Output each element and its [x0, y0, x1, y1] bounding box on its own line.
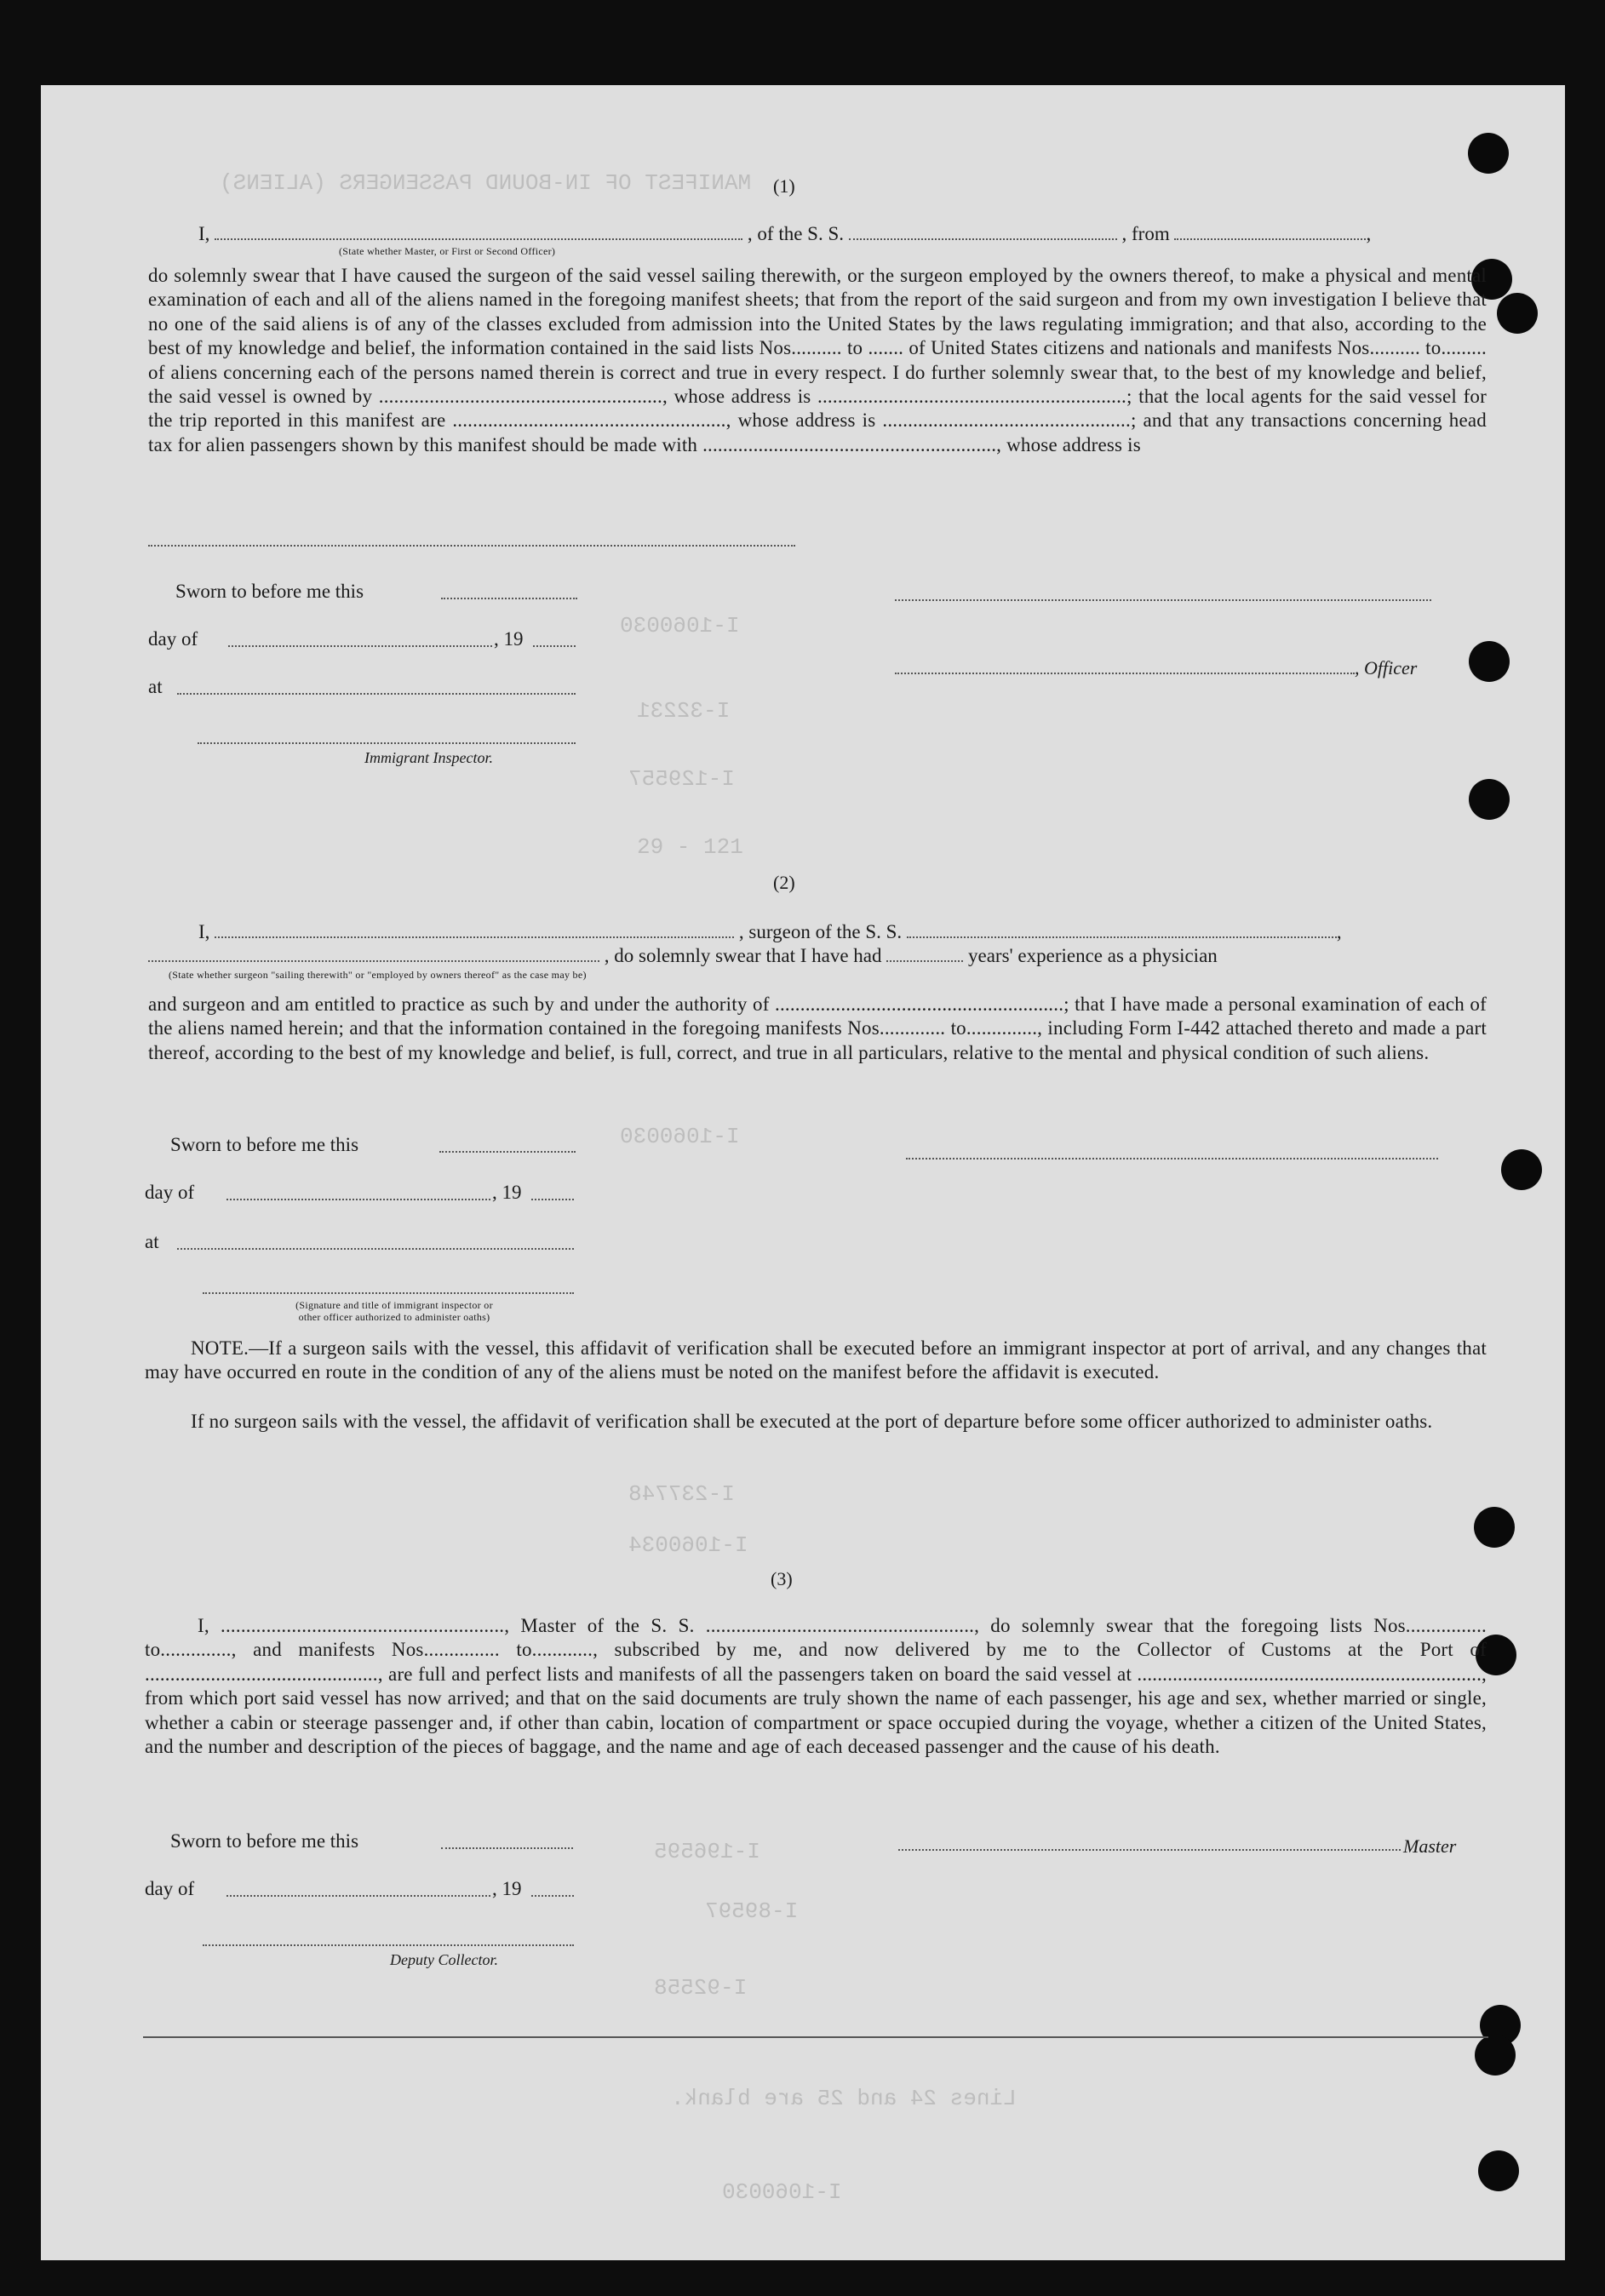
at-field[interactable]	[177, 1248, 574, 1250]
year-label: , 19	[492, 1878, 522, 1899]
section-number: (3)	[771, 1568, 793, 1589]
ghost-code: I-237748	[628, 1481, 735, 1507]
ghost-code: I-1060030	[620, 1124, 740, 1149]
day-of-field[interactable]	[226, 1895, 490, 1897]
head-tax-address-field[interactable]	[148, 545, 795, 547]
label-surgeon-of: , surgeon of the S. S.	[738, 921, 903, 942]
label-years: years' experience as a physician	[968, 945, 1218, 966]
year-field[interactable]	[531, 1895, 574, 1897]
officer-label: , Officer	[1355, 657, 1418, 678]
manifest-page	[41, 85, 1565, 2260]
punch-hole-4	[1469, 641, 1510, 682]
label-swear: , do solemnly swear that I have had	[604, 945, 882, 966]
day-of-label: day of	[145, 1182, 195, 1203]
vessel-name-field[interactable]	[849, 223, 1117, 240]
label-comma: ,	[1336, 921, 1342, 942]
section-number: (2)	[773, 872, 795, 893]
day-of-label: day of	[145, 1878, 195, 1899]
day-of-field[interactable]	[226, 1199, 490, 1200]
signature-note	[220, 1299, 569, 1323]
master-signature-field[interactable]	[898, 1849, 1401, 1851]
state-note: (State whether Master, or First or Second Officer)	[339, 245, 556, 257]
label-of-ss: , of the S. S.	[747, 223, 845, 244]
note-paragraph: If no surgeon sails with the vessel, the affidavit of verification shall be executed at the port of departure before some officer authorized to administer oaths.	[191, 1411, 1433, 1432]
punch-hole-3	[1497, 293, 1538, 334]
at-label: at	[148, 676, 163, 697]
officer-title-field[interactable]	[895, 673, 1355, 674]
punch-hole-1	[1468, 133, 1509, 174]
ghost-code: 29 - 121	[637, 834, 743, 860]
inspector-signature-field[interactable]	[203, 1292, 574, 1294]
signature-note-line: (Signature and title of immigrant inspector or	[295, 1299, 493, 1311]
sworn-date-field[interactable]	[439, 1151, 576, 1153]
ghost-header: MANIFEST OF IN-BOUND PASSENGERS (ALIENS)	[220, 170, 752, 196]
at-field[interactable]	[177, 693, 576, 695]
punch-hole-6	[1501, 1149, 1542, 1190]
year-field[interactable]	[533, 645, 576, 647]
officer-name-field[interactable]	[215, 223, 742, 240]
note-paragraph: NOTE.—If a surgeon sails with the vessel, this affidavit of verification shall be executed before an immigrant inspector at port of arrival, and any changes that may have occurred en route in the condition of any of the aliens must be noted on the manifest before the affidavit is executed.	[145, 1337, 1487, 1383]
ghost-footer: I-1060030	[722, 2179, 842, 2205]
from-port-field[interactable]	[1174, 223, 1366, 240]
ghost-code: I-196595	[654, 1839, 760, 1864]
master-label: Master	[1403, 1835, 1457, 1857]
collector-signature-field[interactable]	[203, 1944, 574, 1946]
bottom-rule	[143, 2036, 1488, 2038]
punch-hole-5	[1469, 779, 1510, 820]
ghost-code: I-89597	[705, 1898, 799, 1924]
surgeon-status-field[interactable]	[148, 945, 599, 962]
label-i: I,	[198, 223, 210, 244]
ghost-code: I-32231	[637, 698, 731, 724]
section2-body: and surgeon and am entitled to practice as such by and under the authority of .........................................................; that I have made a personal examination of each of the aliens named herein; and that the information contained in the foregoing manifests Nos............. to.............., including Form I-442 attached thereto and made a part thereof, according to the best of my knowledge and belief, is full, correct, and true in all particulars, relative to the mental and physical condition of such aliens.	[148, 993, 1487, 1063]
section2-first-line	[198, 921, 1484, 943]
surgeon-vessel-field[interactable]	[907, 921, 1337, 938]
punch-hole-7	[1474, 1507, 1515, 1548]
ghost-footer: Lines 24 and 25 are blank.	[671, 2086, 1017, 2111]
collector-label: Deputy Collector.	[390, 1951, 498, 1968]
surgeon-state-note: (State whether surgeon "sailing therewith" or "employed by owners thereof" as the case may be)	[169, 969, 587, 981]
year-field[interactable]	[531, 1199, 574, 1200]
label-comma: ,	[1366, 223, 1372, 244]
inspector-label: Immigrant Inspector.	[364, 749, 493, 766]
sworn-date-field[interactable]	[441, 598, 577, 599]
inspector-signature-field[interactable]	[198, 742, 576, 744]
year-label: , 19	[492, 1182, 522, 1203]
signature-note-line: other officer authorized to administer oaths)	[298, 1311, 490, 1323]
years-experience-field[interactable]	[886, 945, 963, 962]
section3-body: I, ........................................................, Master of the S. S. ....................................................., do solemnly swear that the foregoing lists Nos................ to.............., and manifests Nos............... to............, subscribed by me, and now delivered by me to the Collector of Customs at the Port of .............................................., are full and perfect lists and manifests of all the passengers taken on board the said vessel at ...................................................................., from which port said vessel has now arrived; and that on the said documents are truly shown the name of each passenger, his age and sex, whether married or single, whether a cabin or steerage passenger and, if other than cabin, location of compartment or space occupied during the voyage, whether a citizen of the United States, and the number and description of the pieces of baggage, and the name and age of each deceased passenger and the cause of his death.	[145, 1615, 1487, 1758]
sworn-label: Sworn to before me this	[170, 1830, 359, 1852]
section-number: (1)	[773, 175, 795, 197]
ghost-code: I-92558	[654, 1975, 748, 2001]
day-of-label: day of	[148, 628, 198, 650]
sworn-date-field[interactable]	[441, 1847, 573, 1849]
ghost-code: I-1060034	[628, 1532, 748, 1558]
surgeon-signature-field[interactable]	[906, 1158, 1438, 1159]
sworn-label: Sworn to before me this	[170, 1134, 359, 1155]
punch-hole-10	[1475, 2035, 1516, 2076]
section1-body: do solemnly swear that I have caused the surgeon of the said vessel sailing therewith, or the surgeon employed by the owners thereof, to make a physical and mental examination of each and all of the aliens named in the foregoing manifest sheets; that from the report of the said surgeon and from my own investigation I believe that no one of the said aliens is of any of the classes excluded from admission into the United States by the laws regulating immigration; and that also, according to the best of my knowledge and belief, the information contained in the said lists Nos.......... to ....... of United States citizens and nationals and manifests Nos.......... to......... of aliens concerning each of the persons named therein is correct and true in every respect. I do further solemnly swear that, to the best of my knowledge and belief, the said vessel is owned by ........................................................, whose address is .............................................................; that the local agents for the said vessel for the trip reported in this manifest are ......................................................, whose address is .................................................; and that any transactions concerning head tax for alien passengers shown by this manifest should be made with .........................................................., whose address is	[148, 265, 1487, 455]
ghost-code: I-1060030	[620, 613, 740, 638]
surgeon-name-field[interactable]	[215, 921, 734, 938]
ghost-code: I-129557	[628, 766, 735, 792]
sworn-label: Sworn to before me this	[175, 581, 364, 602]
punch-hole-11	[1478, 2150, 1519, 2191]
officer-signature-field[interactable]	[895, 599, 1431, 601]
at-label: at	[145, 1231, 159, 1252]
section2-second-line	[148, 945, 1487, 967]
day-of-field[interactable]	[228, 645, 492, 647]
label-from: , from	[1121, 223, 1170, 244]
label-i: I,	[198, 921, 210, 942]
year-label: , 19	[494, 628, 524, 650]
